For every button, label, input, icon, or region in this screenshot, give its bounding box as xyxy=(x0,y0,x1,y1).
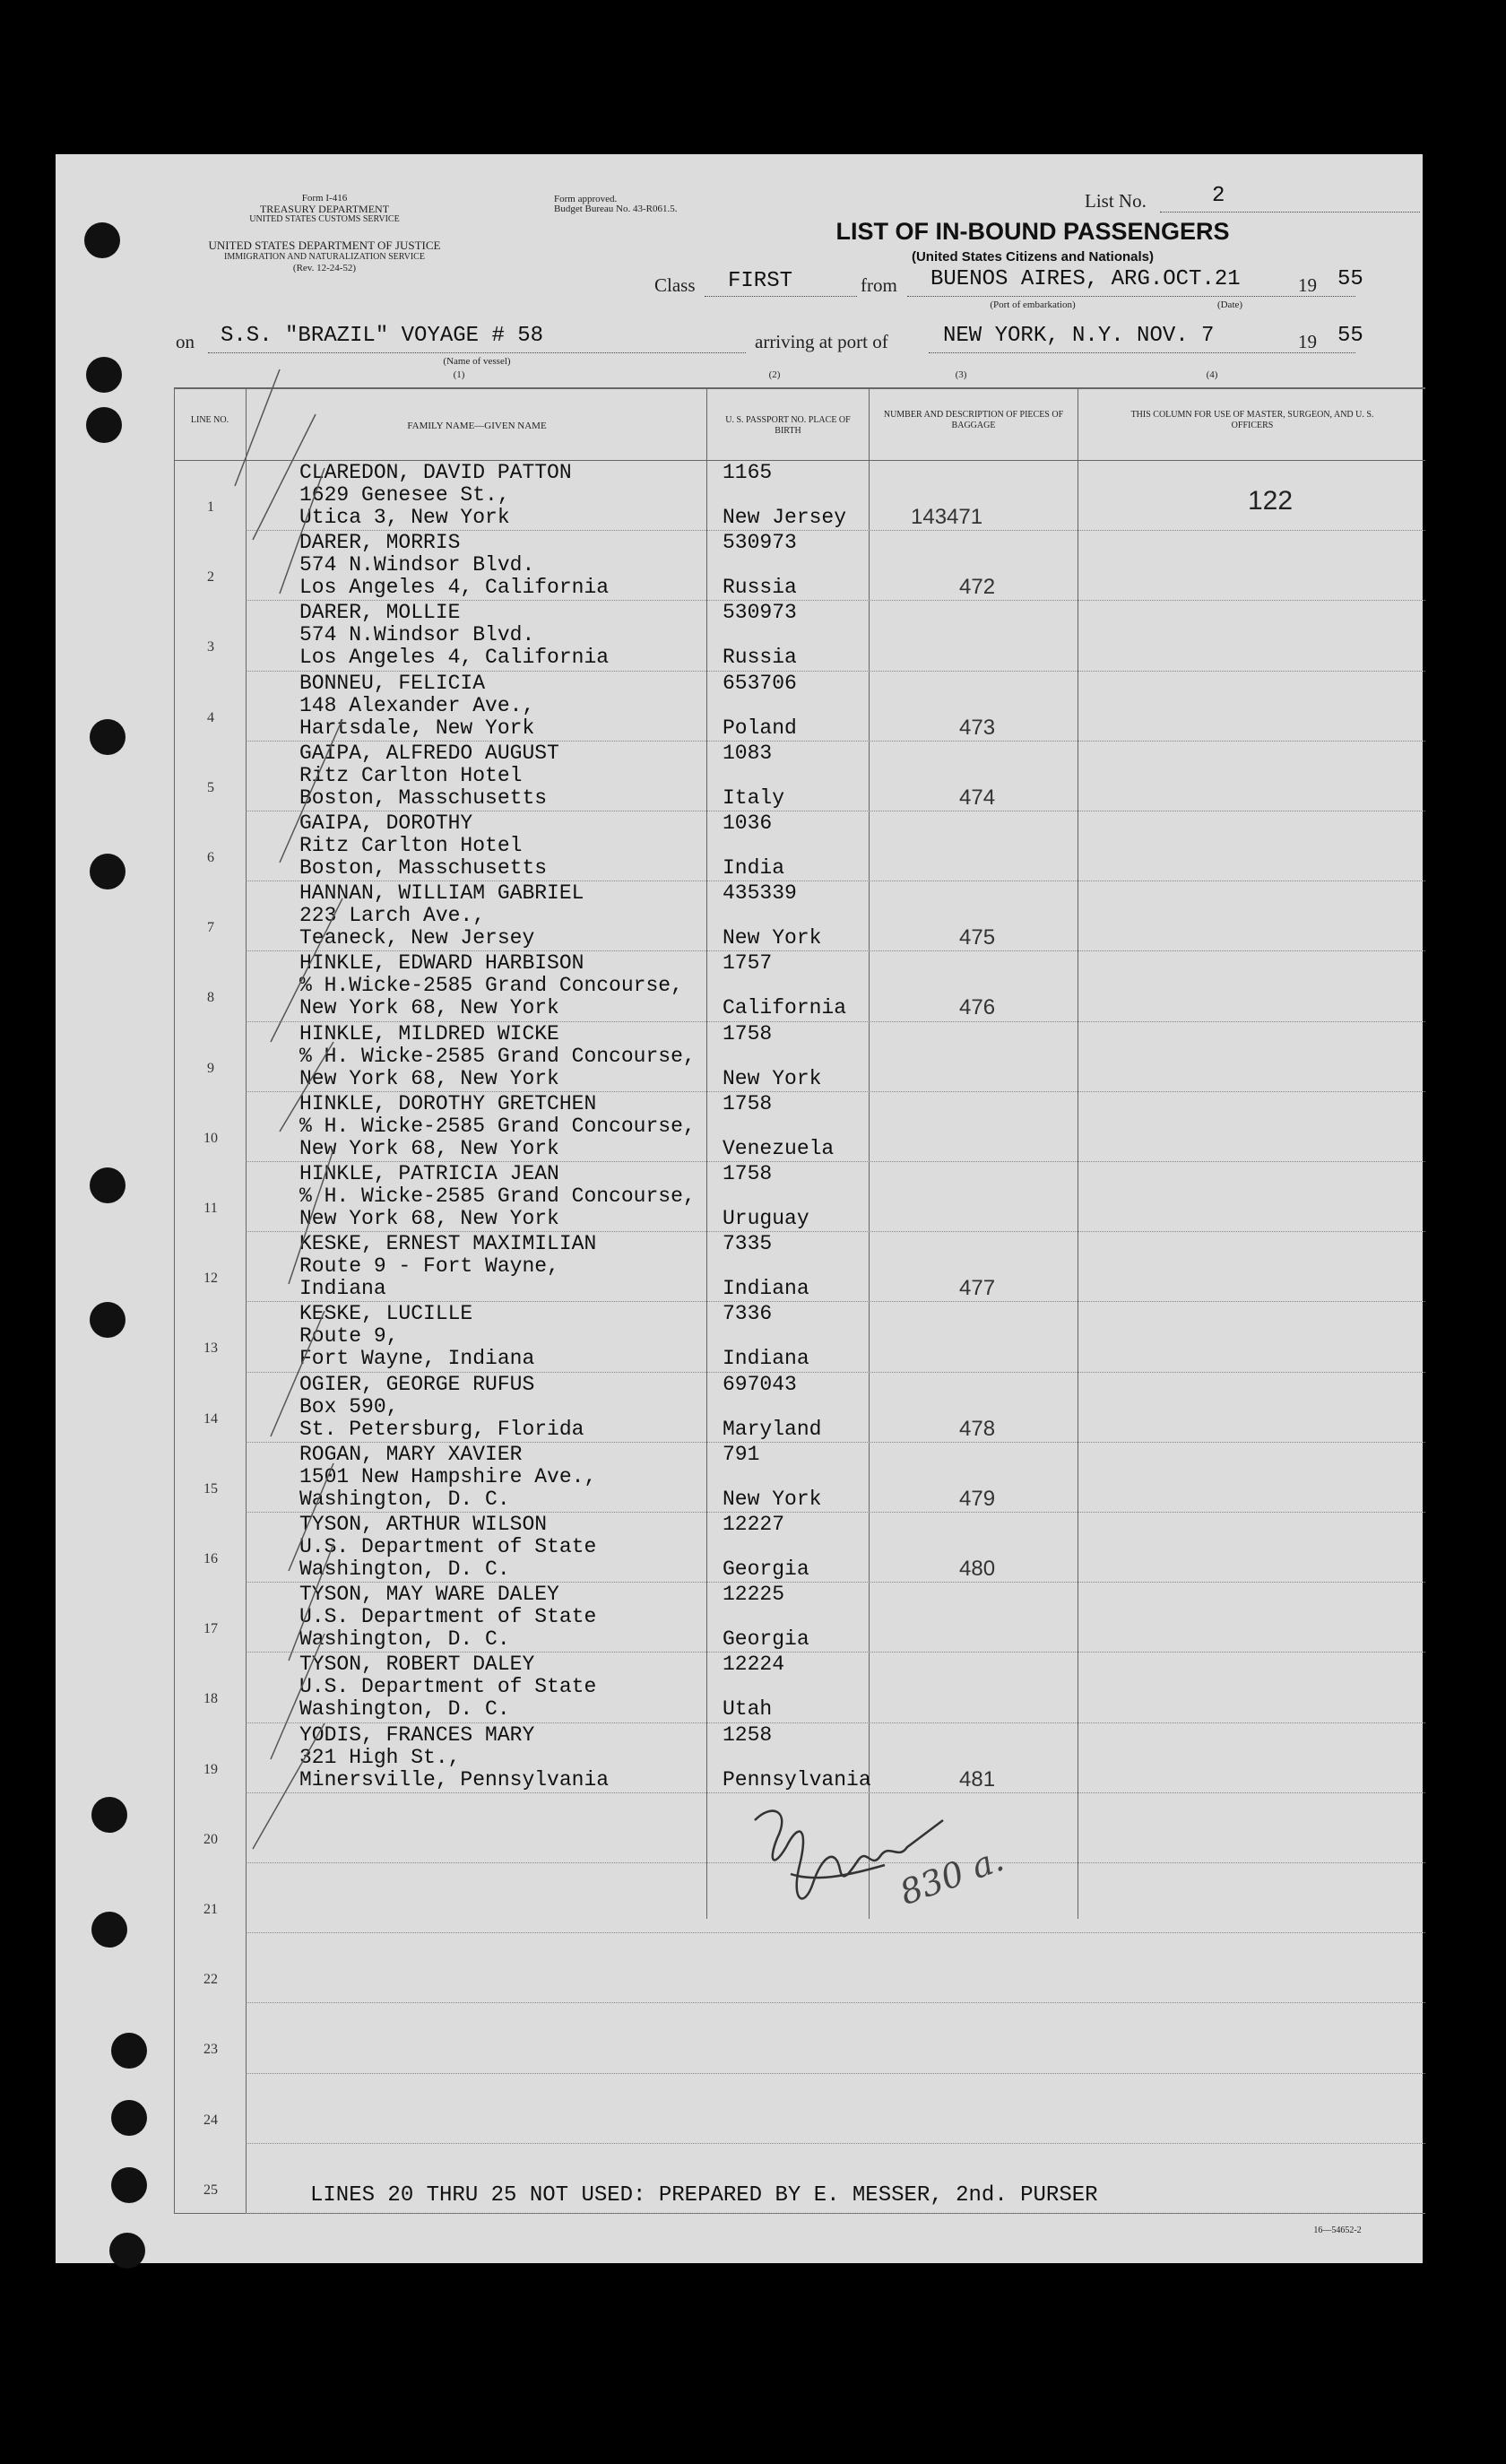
place-of-birth: Russia xyxy=(723,646,797,670)
from-label: from xyxy=(861,274,897,296)
row-divider xyxy=(246,2073,1425,2074)
col-border xyxy=(706,387,707,1919)
passenger-name: DARER, MOLLIE xyxy=(299,601,461,625)
place-of-birth: Indiana xyxy=(723,1277,809,1301)
address-line-2: New York 68, New York xyxy=(299,1066,559,1090)
vessel-value: S.S. "BRAZIL" VOYAGE # 58 xyxy=(221,324,544,348)
baggage-number: 478 xyxy=(959,1416,996,1441)
place-of-birth: Utah xyxy=(723,1697,773,1722)
baggage-number: 481 xyxy=(959,1766,996,1792)
address-line-2: Los Angeles 4, California xyxy=(299,646,610,670)
line-number: 5 xyxy=(207,779,214,795)
from-line xyxy=(907,296,1355,297)
address-line-2: St. Petersburg, Florida xyxy=(299,1417,584,1441)
header-officers: THIS COLUMN FOR USE OF MASTER, SURGEON, AND U. S. OFFICERS xyxy=(1130,410,1374,430)
line-number: 21 xyxy=(203,1902,218,1917)
address-line-1: U.S. Department of State xyxy=(299,1535,597,1558)
place-of-birth: Indiana xyxy=(723,1347,809,1371)
passenger-name: HANNAN, WILLIAM GABRIEL xyxy=(299,881,584,906)
passenger-name: HINKLE, DOROTHY GRETCHEN xyxy=(299,1091,597,1115)
passenger-name: ROGAN, MARY XAVIER xyxy=(299,1442,523,1466)
passport-number: 12224 xyxy=(723,1653,785,1677)
footer-note: LINES 20 THRU 25 NOT USED: PREPARED BY E. MESSER, 2nd. PURSER xyxy=(310,2183,1098,2208)
line-number: 17 xyxy=(203,1621,218,1637)
passenger-name: HINKLE, MILDRED WICKE xyxy=(299,1021,559,1045)
form-number: Form I-416 xyxy=(301,193,348,204)
line-number: 22 xyxy=(203,1972,218,1988)
list-no-value: 2 xyxy=(1212,184,1225,208)
passport-number: 530973 xyxy=(723,531,797,555)
place-of-birth: Uruguay xyxy=(723,1207,809,1230)
address-line-1: 574 N.Windsor Blvd. xyxy=(299,623,535,647)
address-line-1: 574 N.Windsor Blvd. xyxy=(299,553,535,577)
address-line-2: Washington, D. C. xyxy=(299,1627,510,1652)
passport-number: 1036 xyxy=(723,811,773,835)
arrival-line xyxy=(929,352,1355,353)
header-line-no: LINE NO. xyxy=(190,415,229,425)
address-line-2: Hartsdale, New York xyxy=(299,716,535,740)
col-num-2: (2) xyxy=(768,369,781,380)
line-number: 2 xyxy=(207,569,214,586)
address-line-1: Route 9, xyxy=(299,1324,399,1349)
line-number: 15 xyxy=(203,1480,218,1497)
passenger-name: HINKLE, EDWARD HARBISON xyxy=(299,951,584,976)
customs-label: UNITED STATES CUSTOMS SERVICE xyxy=(249,214,400,224)
passport-number: 12227 xyxy=(723,1513,785,1536)
place-of-birth: India xyxy=(723,856,785,880)
rev-label: (Rev. 12-24-52) xyxy=(292,263,357,273)
baggage-number: 477 xyxy=(959,1276,996,1301)
punch-hole xyxy=(111,2167,147,2203)
place-of-birth: New Jersey xyxy=(723,506,847,529)
place-of-birth: Pennsylvania xyxy=(723,1767,871,1792)
line-number: 24 xyxy=(203,2112,218,2128)
line-number: 7 xyxy=(207,920,214,936)
header-baggage: NUMBER AND DESCRIPTION OF PIECES OF BAGGAGE xyxy=(883,410,1064,430)
punch-hole xyxy=(91,1797,127,1833)
passport-number: 435339 xyxy=(723,881,797,906)
place-of-birth: Poland xyxy=(723,716,797,740)
place-of-birth: Maryland xyxy=(723,1417,822,1441)
line-number: 19 xyxy=(203,1761,218,1777)
passport-number: 653706 xyxy=(723,671,797,695)
arriving-label: arriving at port of xyxy=(755,331,888,352)
place-of-birth: Venezuela xyxy=(723,1136,835,1160)
address-line-2: Washington, D. C. xyxy=(299,1487,510,1511)
address-line-1: % H. Wicke-2585 Grand Concourse, xyxy=(299,1184,696,1208)
line-number: 12 xyxy=(203,1271,218,1287)
ins-label: IMMIGRATION AND NATURALIZATION SERVICE xyxy=(224,252,425,262)
place-of-birth: Georgia xyxy=(723,1627,809,1652)
punch-hole xyxy=(90,1167,126,1203)
line-number: 8 xyxy=(207,990,214,1006)
handwritten-time: 830 a. xyxy=(895,1838,1009,1913)
passport-number: 1258 xyxy=(723,1722,773,1747)
line-number: 3 xyxy=(207,639,214,655)
baggage-number: 476 xyxy=(959,995,996,1020)
line-number: 9 xyxy=(207,1060,214,1076)
passenger-name: OGIER, GEORGE RUFUS xyxy=(299,1372,535,1396)
punch-hole xyxy=(86,407,122,443)
manifest-page xyxy=(56,154,1423,2263)
passenger-name: KESKE, ERNEST MAXIMILIAN xyxy=(299,1232,597,1256)
passport-number: 1165 xyxy=(723,461,773,484)
address-line-2: Indiana xyxy=(299,1277,386,1301)
year-suffix-2: 55 xyxy=(1337,324,1363,348)
header-passport: U. S. PASSPORT NO. PLACE OF BIRTH xyxy=(725,415,851,436)
justice-label: UNITED STATES DEPARTMENT OF JUSTICE xyxy=(208,239,441,252)
address-line-2: Utica 3, New York xyxy=(299,506,510,529)
col-num-3: (3) xyxy=(955,369,967,380)
line-number: 10 xyxy=(203,1130,218,1146)
list-no-label: List No. xyxy=(1085,190,1147,212)
col-border xyxy=(869,387,870,1919)
year-suffix-1: 55 xyxy=(1337,267,1363,291)
punch-hole xyxy=(90,854,126,889)
address-line-1: Ritz Carlton Hotel xyxy=(299,834,523,857)
address-line-2: Fort Wayne, Indiana xyxy=(299,1347,535,1371)
punch-hole xyxy=(111,2033,147,2069)
vessel-line xyxy=(208,352,746,353)
class-value: FIRST xyxy=(728,269,793,293)
passenger-name: DARER, MORRIS xyxy=(299,531,461,555)
passenger-name: TYSON, ARTHUR WILSON xyxy=(299,1513,548,1536)
address-line-2: Teaneck, New Jersey xyxy=(299,926,535,950)
baggage-number: 474 xyxy=(959,785,996,810)
place-of-birth: New York xyxy=(723,926,822,950)
punch-hole xyxy=(90,1302,126,1338)
address-line-1: 223 Larch Ave., xyxy=(299,904,486,928)
footer-code: 16—54652-2 xyxy=(1313,2225,1362,2235)
passport-number: 7336 xyxy=(723,1302,773,1326)
list-no-line xyxy=(1160,212,1420,213)
passenger-name: YODIS, FRANCES MARY xyxy=(299,1722,535,1747)
line-number: 23 xyxy=(203,2042,218,2058)
passport-number: 791 xyxy=(723,1442,760,1466)
passport-number: 530973 xyxy=(723,601,797,625)
address-line-1: Ritz Carlton Hotel xyxy=(299,763,523,787)
line-number: 14 xyxy=(203,1410,218,1427)
baggage-number: 472 xyxy=(959,575,996,600)
place-of-birth: Italy xyxy=(723,785,785,810)
address-line-1: Box 590, xyxy=(299,1394,399,1419)
passenger-name: TYSON, MAY WARE DALEY xyxy=(299,1583,559,1607)
col-num-4: (4) xyxy=(1206,369,1218,380)
check-strokes xyxy=(181,360,414,1885)
form-title: LIST OF IN-BOUND PASSENGERS xyxy=(835,218,1230,245)
approved-label: Form approved. xyxy=(554,194,618,204)
punch-hole xyxy=(90,719,126,755)
place-of-birth: Georgia xyxy=(723,1557,809,1581)
date-caption: (Date) xyxy=(1216,299,1243,310)
passport-number: 1083 xyxy=(723,741,773,765)
address-line-2: Washington, D. C. xyxy=(299,1557,510,1581)
form-subtitle: (United States Citizens and Nationals) xyxy=(911,249,1155,265)
vessel-caption: (Name of vessel) xyxy=(443,356,511,367)
row-divider xyxy=(246,2002,1425,2003)
line-number: 11 xyxy=(203,1201,218,1216)
address-line-1: 1629 Genesee St., xyxy=(299,483,510,507)
address-line-2: Boston, Masschusetts xyxy=(299,856,548,880)
baggage-number: 480 xyxy=(959,1557,996,1581)
passport-number: 12225 xyxy=(723,1583,785,1607)
address-line-2: Washington, D. C. xyxy=(299,1697,510,1722)
place-of-birth: California xyxy=(723,996,847,1020)
passport-number: 1758 xyxy=(723,1162,773,1185)
baggage-number: 479 xyxy=(959,1486,996,1511)
line-number: 16 xyxy=(203,1551,218,1566)
place-of-birth: Russia xyxy=(723,576,797,600)
passenger-name: GAIPA, DOROTHY xyxy=(299,811,473,835)
line-number: 4 xyxy=(207,709,214,725)
address-line-1: % H.Wicke-2585 Grand Concourse, xyxy=(299,974,683,998)
address-line-2: New York 68, New York xyxy=(299,1207,559,1230)
address-line-2: Boston, Masschusetts xyxy=(299,785,548,810)
col-border xyxy=(174,387,175,2213)
address-line-1: 321 High St., xyxy=(299,1745,461,1769)
address-line-1: % H. Wicke-2585 Grand Concourse, xyxy=(299,1044,696,1068)
passenger-name: GAIPA, ALFREDO AUGUST xyxy=(299,741,559,765)
passenger-name: TYSON, ROBERT DALEY xyxy=(299,1653,535,1677)
place-of-birth: New York xyxy=(723,1487,822,1511)
address-line-2: New York 68, New York xyxy=(299,1136,559,1160)
passenger-name: HINKLE, PATRICIA JEAN xyxy=(299,1162,559,1185)
address-line-1: U.S. Department of State xyxy=(299,1605,597,1629)
punch-hole xyxy=(109,2233,145,2269)
address-line-1: Route 9 - Fort Wayne, xyxy=(299,1254,559,1279)
line-number: 18 xyxy=(203,1691,218,1707)
baggage-number: 473 xyxy=(959,715,996,740)
row-divider xyxy=(246,2213,1425,2214)
punch-hole xyxy=(86,357,122,393)
class-label: Class xyxy=(654,274,696,296)
treasury-label: TREASURY DEPARTMENT xyxy=(259,203,390,215)
line-number: 6 xyxy=(207,850,214,865)
address-line-1: 148 Alexander Ave., xyxy=(299,693,535,717)
line-number: 25 xyxy=(203,2182,218,2198)
year-prefix-2: 19 xyxy=(1298,331,1317,352)
address-line-1: U.S. Department of State xyxy=(299,1675,597,1699)
baggage-number: 475 xyxy=(959,925,996,950)
line-number: 13 xyxy=(203,1340,218,1357)
arrival-value: NEW YORK, N.Y. NOV. 7 xyxy=(943,324,1215,348)
punch-hole xyxy=(91,1912,127,1948)
header-name: FAMILY NAME—GIVEN NAME xyxy=(407,421,547,431)
line-number: 20 xyxy=(203,1831,218,1847)
passport-number: 1758 xyxy=(723,1021,773,1045)
address-line-2: New York 68, New York xyxy=(299,996,559,1020)
address-line-2: Los Angeles 4, California xyxy=(299,576,610,600)
address-line-1: 1501 New Hampshire Ave., xyxy=(299,1464,597,1488)
address-line-2: Minersville, Pennsylvania xyxy=(299,1767,610,1792)
passport-number: 1758 xyxy=(723,1091,773,1115)
year-prefix-1: 19 xyxy=(1298,274,1317,296)
passport-number: 7335 xyxy=(723,1232,773,1256)
col-num-1: (1) xyxy=(453,369,465,380)
punch-hole xyxy=(111,2100,147,2136)
class-line xyxy=(705,296,857,297)
passenger-name: BONNEU, FELICIA xyxy=(299,671,486,695)
passport-number: 1757 xyxy=(723,951,773,976)
passenger-name: KESKE, LUCILLE xyxy=(299,1302,473,1326)
on-label: on xyxy=(176,331,195,352)
place-of-birth: New York xyxy=(723,1066,822,1090)
punch-hole xyxy=(84,222,120,258)
passport-number: 697043 xyxy=(723,1372,797,1396)
row-divider xyxy=(246,2143,1425,2144)
line-number: 1 xyxy=(207,499,214,515)
passenger-name: CLAREDON, DAVID PATTON xyxy=(299,461,572,484)
baggage-number: 143471 xyxy=(911,505,983,529)
address-line-1: % H. Wicke-2585 Grand Concourse, xyxy=(299,1114,696,1138)
officer-mark: 122 xyxy=(1248,486,1294,516)
budget-label: Budget Bureau No. 43-R061.5. xyxy=(554,204,678,214)
port-caption: (Port of embarkation) xyxy=(990,299,1076,310)
from-value: BUENOS AIRES, ARG.OCT.21 xyxy=(930,267,1241,291)
